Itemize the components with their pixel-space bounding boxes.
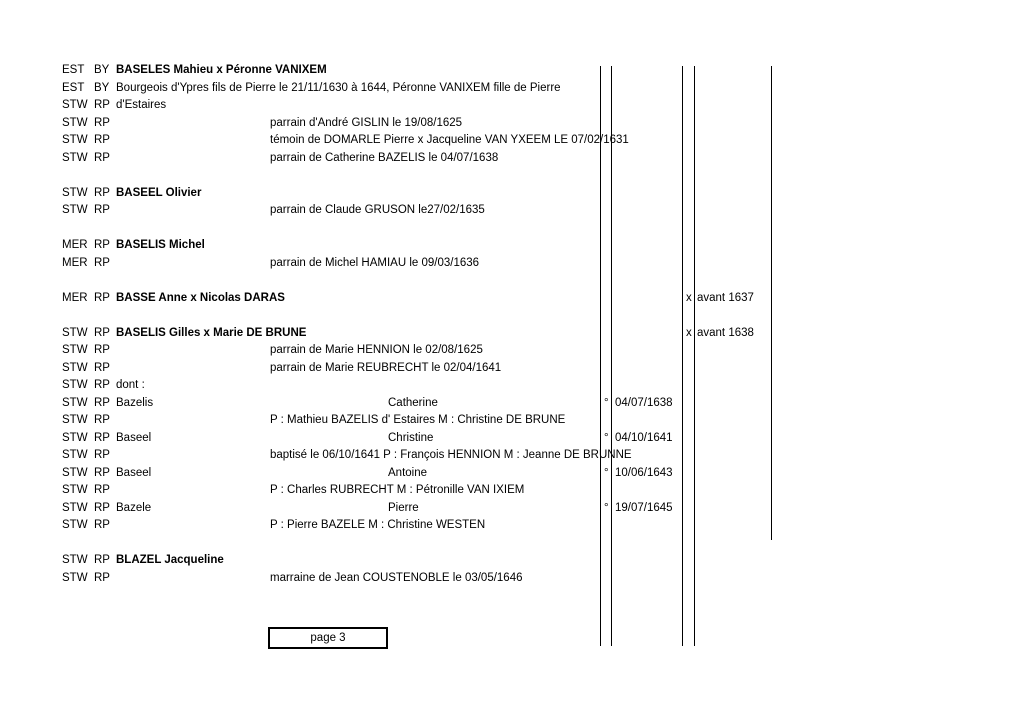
- parish-code: STW: [62, 117, 88, 129]
- register-row: [0, 500, 1024, 517]
- parish-code: STW: [62, 187, 88, 199]
- register-row: [0, 552, 1024, 569]
- birth-symbol: °: [604, 467, 609, 479]
- entry-detail: P : Pierre BAZELE M : Christine WESTEN: [270, 519, 486, 531]
- child-first-name: Pierre: [388, 502, 419, 514]
- source-code: RP: [94, 502, 110, 514]
- source-code: RP: [94, 554, 110, 566]
- register-row: [0, 517, 1024, 534]
- entry-detail: parrain de Michel HAMIAU le 09/03/1636: [270, 257, 480, 269]
- child-first-name: Antoine: [388, 467, 428, 479]
- parish-code: STW: [62, 519, 88, 531]
- register-row: [0, 377, 1024, 394]
- entry-text: Baseel: [116, 467, 152, 479]
- register-row: [0, 412, 1024, 429]
- family-heading: BASELES Mahieu x Péronne VANIXEM: [116, 64, 327, 76]
- register-row: [0, 97, 1024, 114]
- register-row: [0, 325, 1024, 342]
- entry-detail: P : Mathieu BAZELIS d' Estaires M : Christine DE BRUNE: [270, 414, 566, 426]
- entry-detail: parrain d'André GISLIN le 19/08/1625: [270, 117, 463, 129]
- register-row: [0, 465, 1024, 482]
- source-code: RP: [94, 467, 110, 479]
- parish-code: STW: [62, 502, 88, 514]
- parish-code: EST: [62, 64, 85, 76]
- source-code: RP: [94, 134, 110, 146]
- parish-code: STW: [62, 344, 88, 356]
- entry-text: Bazele: [116, 502, 152, 514]
- register-row: [0, 570, 1024, 587]
- family-heading: BASSE Anne x Nicolas DARAS: [116, 292, 285, 304]
- marriage-symbol: x: [686, 327, 692, 339]
- child-first-name: Catherine: [388, 397, 438, 409]
- entry-detail: parrain de Claude GRUSON le27/02/1635: [270, 204, 485, 216]
- register-row: [0, 237, 1024, 254]
- parish-code: STW: [62, 414, 88, 426]
- parish-code: STW: [62, 449, 88, 461]
- source-code: BY: [94, 82, 110, 94]
- register-row: [0, 115, 1024, 132]
- family-heading: BASELIS Michel: [116, 239, 205, 251]
- birth-symbol: °: [604, 397, 609, 409]
- source-code: RP: [94, 327, 110, 339]
- parish-code: STW: [62, 432, 88, 444]
- entry-text: dont :: [116, 379, 145, 391]
- birth-date: 04/07/1638: [615, 397, 673, 409]
- entry-text: Bazelis: [116, 397, 154, 409]
- entry-detail: parrain de Marie REUBRECHT le 02/04/1641: [270, 362, 502, 374]
- register-row: [0, 482, 1024, 499]
- register-row: [0, 430, 1024, 447]
- register-row: [0, 202, 1024, 219]
- entry-text: Bourgeois d'Ypres fils de Pierre le 21/11/1630 à 1644, Péronne VANIXEM fille de Pierre: [116, 82, 561, 94]
- source-code: RP: [94, 519, 110, 531]
- source-code: RP: [94, 152, 110, 164]
- parish-code: STW: [62, 467, 88, 479]
- entry-detail: marraine de Jean COUSTENOBLE le 03/05/1646: [270, 572, 523, 584]
- source-code: RP: [94, 117, 110, 129]
- register-row: [0, 342, 1024, 359]
- source-code: RP: [94, 572, 110, 584]
- register-row: [0, 290, 1024, 307]
- source-code: RP: [94, 344, 110, 356]
- parish-code: STW: [62, 134, 88, 146]
- birth-date: 19/07/1645: [615, 502, 673, 514]
- family-heading: BASELIS Gilles x Marie DE BRUNE: [116, 327, 307, 339]
- source-code: RP: [94, 292, 110, 304]
- entry-detail: parrain de Catherine BAZELIS le 04/07/1638: [270, 152, 499, 164]
- parish-code: STW: [62, 379, 88, 391]
- entry-detail: P : Charles RUBRECHT M : Pétronille VAN IXIEM: [270, 484, 525, 496]
- parish-code: MER: [62, 292, 88, 304]
- register-row: [0, 62, 1024, 79]
- marriage-date: avant 1638: [697, 327, 754, 339]
- marriage-symbol: x: [686, 292, 692, 304]
- parish-code: STW: [62, 152, 88, 164]
- parish-code: STW: [62, 397, 88, 409]
- source-code: BY: [94, 64, 110, 76]
- source-code: RP: [94, 362, 110, 374]
- parish-code: STW: [62, 204, 88, 216]
- birth-symbol: °: [604, 432, 609, 444]
- parish-code: STW: [62, 484, 88, 496]
- register-row: [0, 185, 1024, 202]
- parish-code: STW: [62, 327, 88, 339]
- register-row: [0, 132, 1024, 149]
- marriage-date: avant 1637: [697, 292, 754, 304]
- source-code: RP: [94, 397, 110, 409]
- source-code: RP: [94, 432, 110, 444]
- source-code: RP: [94, 257, 110, 269]
- source-code: RP: [94, 187, 110, 199]
- register-row: [0, 395, 1024, 412]
- source-code: RP: [94, 99, 110, 111]
- child-first-name: Christine: [388, 432, 434, 444]
- register-row: [0, 447, 1024, 464]
- parish-code: STW: [62, 572, 88, 584]
- entry-text: d'Estaires: [116, 99, 167, 111]
- register-row: [0, 360, 1024, 377]
- entry-detail: témoin de DOMARLE Pierre x Jacqueline VAN YXEEM LE 07/02/1631: [270, 134, 629, 146]
- source-code: RP: [94, 379, 110, 391]
- register-row: [0, 255, 1024, 272]
- family-heading: BASEEL Olivier: [116, 187, 202, 199]
- birth-symbol: °: [604, 502, 609, 514]
- parish-code: STW: [62, 99, 88, 111]
- entry-text: Baseel: [116, 432, 152, 444]
- parish-code: MER: [62, 239, 88, 251]
- birth-date: 04/10/1641: [615, 432, 673, 444]
- source-code: RP: [94, 204, 110, 216]
- parish-code: STW: [62, 554, 88, 566]
- source-code: RP: [94, 239, 110, 251]
- page-number: page 3: [310, 632, 346, 644]
- source-code: RP: [94, 484, 110, 496]
- parish-code: MER: [62, 257, 88, 269]
- parish-code: STW: [62, 362, 88, 374]
- birth-date: 10/06/1643: [615, 467, 673, 479]
- source-code: RP: [94, 449, 110, 461]
- entry-detail: parrain de Marie HENNION le 02/08/1625: [270, 344, 483, 356]
- page-number-box: [268, 627, 388, 649]
- register-row: [0, 80, 1024, 97]
- register-row: [0, 150, 1024, 167]
- family-heading: BLAZEL Jacqueline: [116, 554, 224, 566]
- parish-code: EST: [62, 82, 85, 94]
- source-code: RP: [94, 414, 110, 426]
- entry-detail: baptisé le 06/10/1641 P : François HENNION M : Jeanne DE BRUNNE: [270, 449, 632, 461]
